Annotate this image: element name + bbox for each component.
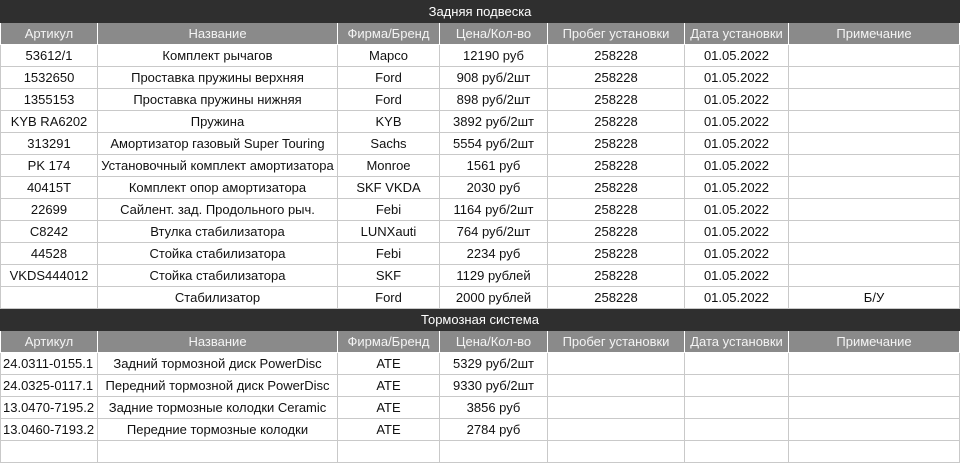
column-header-row: [1, 23, 960, 45]
section-title: Задняя подвеска: [1, 1, 960, 23]
cell-install-date: 01.05.2022: [685, 265, 789, 287]
cell-article: 313291: [1, 133, 98, 155]
column-header-article: Артикул: [1, 23, 98, 45]
cell-price: 9330 руб/2шт: [440, 375, 548, 397]
cell-brand: Monroe: [338, 155, 440, 177]
cell-note: [789, 177, 960, 199]
cell-brand: SKF VKDA: [338, 177, 440, 199]
cell-install-date: 01.05.2022: [685, 199, 789, 221]
cell-name: Стабилизатор: [98, 287, 338, 309]
cell-install-date: 01.05.2022: [685, 133, 789, 155]
cell-article: 13.0470-7195.2: [1, 397, 98, 419]
cell-mileage: 258228: [548, 67, 685, 89]
cell-article: PK 174: [1, 155, 98, 177]
cell-mileage: [548, 375, 685, 397]
table-row: [1, 397, 960, 419]
cell-brand: LUNXauti: [338, 221, 440, 243]
cell-brand: Ford: [338, 67, 440, 89]
cell-mileage: 258228: [548, 177, 685, 199]
cell-article: [1, 441, 98, 463]
cell-price: 3856 руб: [440, 397, 548, 419]
cell-brand: Ford: [338, 89, 440, 111]
cell-mileage: [548, 397, 685, 419]
cell-brand: SKF: [338, 265, 440, 287]
cell-name: Амортизатор газовый Super Touring: [98, 133, 338, 155]
column-header-mileage: Пробег установки: [548, 331, 685, 353]
cell-brand: [338, 441, 440, 463]
table-row: [1, 265, 960, 287]
column-header-brand: Фирма/Бренд: [338, 23, 440, 45]
cell-name: Проставка пружины нижняя: [98, 89, 338, 111]
cell-price: 898 руб/2шт: [440, 89, 548, 111]
cell-install-date: [685, 375, 789, 397]
cell-note: [789, 375, 960, 397]
cell-price: 2000 рублей: [440, 287, 548, 309]
section-title-row: [1, 309, 960, 331]
cell-name: Комплект рычагов: [98, 45, 338, 67]
cell-article: KYB RA6202: [1, 111, 98, 133]
column-header-brand: Фирма/Бренд: [338, 331, 440, 353]
cell-install-date: 01.05.2022: [685, 111, 789, 133]
cell-article: 22699: [1, 199, 98, 221]
cell-install-date: 01.05.2022: [685, 221, 789, 243]
cell-article: [1, 287, 98, 309]
cell-note: [789, 111, 960, 133]
column-header-row: [1, 331, 960, 353]
cell-name: Стойка стабилизатора: [98, 265, 338, 287]
cell-name: [98, 441, 338, 463]
cell-name: Проставка пружины верхняя: [98, 67, 338, 89]
cell-install-date: [685, 419, 789, 441]
cell-note: [789, 45, 960, 67]
table-row: [1, 89, 960, 111]
cell-name: Передние тормозные колодки: [98, 419, 338, 441]
table-row: [1, 243, 960, 265]
cell-article: 44528: [1, 243, 98, 265]
column-header-note: Примечание: [789, 331, 960, 353]
column-header-install-date: Дата установки: [685, 331, 789, 353]
table-row: [1, 177, 960, 199]
section-title-row: [1, 1, 960, 23]
cell-install-date: 01.05.2022: [685, 177, 789, 199]
cell-note: [789, 67, 960, 89]
cell-mileage: 258228: [548, 111, 685, 133]
cell-price: 908 руб/2шт: [440, 67, 548, 89]
cell-article: 24.0325-0117.1: [1, 375, 98, 397]
cell-note: [789, 199, 960, 221]
table-row: [1, 45, 960, 67]
cell-mileage: 258228: [548, 133, 685, 155]
column-header-mileage: Пробег установки: [548, 23, 685, 45]
table-row: [1, 67, 960, 89]
cell-brand: Ford: [338, 287, 440, 309]
cell-install-date: 01.05.2022: [685, 155, 789, 177]
cell-mileage: 258228: [548, 45, 685, 67]
cell-install-date: 01.05.2022: [685, 67, 789, 89]
table-row: [1, 441, 960, 463]
cell-article: VKDS444012: [1, 265, 98, 287]
cell-price: 2784 руб: [440, 419, 548, 441]
cell-price: 1129 рублей: [440, 265, 548, 287]
table-row: [1, 287, 960, 309]
cell-name: Задний тормозной диск PowerDisc: [98, 353, 338, 375]
section-rows: [1, 353, 960, 463]
cell-install-date: 01.05.2022: [685, 243, 789, 265]
cell-note: [789, 221, 960, 243]
table-row: [1, 199, 960, 221]
cell-price: 12190 руб: [440, 45, 548, 67]
cell-install-date: [685, 353, 789, 375]
section-rear-suspension: [1, 1, 960, 45]
cell-brand: Febi: [338, 243, 440, 265]
cell-price: 1561 руб: [440, 155, 548, 177]
cell-name: Комплект опор амортизатора: [98, 177, 338, 199]
table-row: [1, 419, 960, 441]
cell-price: 764 руб/2шт: [440, 221, 548, 243]
cell-brand: ATE: [338, 375, 440, 397]
cell-install-date: [685, 441, 789, 463]
cell-mileage: 258228: [548, 221, 685, 243]
cell-article: 53612/1: [1, 45, 98, 67]
table-row: [1, 111, 960, 133]
column-header-name: Название: [98, 331, 338, 353]
cell-price: 2030 руб: [440, 177, 548, 199]
cell-install-date: [685, 397, 789, 419]
table-row: [1, 221, 960, 243]
table-row: [1, 155, 960, 177]
column-header-price: Цена/Кол-во: [440, 331, 548, 353]
section-title: Тормозная система: [1, 309, 960, 331]
cell-note: [789, 133, 960, 155]
cell-mileage: 258228: [548, 243, 685, 265]
table-row: [1, 375, 960, 397]
cell-brand: Febi: [338, 199, 440, 221]
cell-note: [789, 243, 960, 265]
cell-brand: ATE: [338, 419, 440, 441]
section-brake-system: [1, 309, 960, 353]
cell-note: [789, 397, 960, 419]
cell-brand: Mapco: [338, 45, 440, 67]
cell-name: Пружина: [98, 111, 338, 133]
cell-article: 1532650: [1, 67, 98, 89]
table-row: [1, 353, 960, 375]
cell-mileage: 258228: [548, 199, 685, 221]
column-header-install-date: Дата установки: [685, 23, 789, 45]
cell-name: Сайлент. зад. Продольного рыч.: [98, 199, 338, 221]
table-row: [1, 133, 960, 155]
cell-install-date: 01.05.2022: [685, 45, 789, 67]
cell-name: Задние тормозные колодки Ceramic: [98, 397, 338, 419]
cell-note: [789, 441, 960, 463]
cell-brand: ATE: [338, 353, 440, 375]
cell-name: Установочный комплект амортизатора: [98, 155, 338, 177]
cell-brand: Sachs: [338, 133, 440, 155]
cell-mileage: 258228: [548, 265, 685, 287]
cell-note: Б/У: [789, 287, 960, 309]
cell-mileage: [548, 441, 685, 463]
cell-mileage: [548, 419, 685, 441]
cell-mileage: 258228: [548, 287, 685, 309]
cell-brand: ATE: [338, 397, 440, 419]
cell-article: 13.0460-7193.2: [1, 419, 98, 441]
column-header-price: Цена/Кол-во: [440, 23, 548, 45]
cell-note: [789, 353, 960, 375]
cell-note: [789, 419, 960, 441]
cell-price: 3892 руб/2шт: [440, 111, 548, 133]
cell-name: Передний тормозной диск PowerDisc: [98, 375, 338, 397]
cell-article: 40415T: [1, 177, 98, 199]
cell-article: 1355153: [1, 89, 98, 111]
cell-brand: KYB: [338, 111, 440, 133]
cell-mileage: 258228: [548, 155, 685, 177]
cell-install-date: 01.05.2022: [685, 287, 789, 309]
cell-price: 5554 руб/2шт: [440, 133, 548, 155]
cell-price: 2234 руб: [440, 243, 548, 265]
cell-price: [440, 441, 548, 463]
cell-article: 24.0311-0155.1: [1, 353, 98, 375]
cell-price: 1164 руб/2шт: [440, 199, 548, 221]
cell-mileage: [548, 353, 685, 375]
cell-price: 5329 руб/2шт: [440, 353, 548, 375]
cell-name: Стойка стабилизатора: [98, 243, 338, 265]
cell-article: C8242: [1, 221, 98, 243]
cell-install-date: 01.05.2022: [685, 89, 789, 111]
cell-note: [789, 155, 960, 177]
column-header-article: Артикул: [1, 331, 98, 353]
cell-mileage: 258228: [548, 89, 685, 111]
cell-note: [789, 89, 960, 111]
cell-note: [789, 265, 960, 287]
section-rows: [1, 45, 960, 309]
column-header-name: Название: [98, 23, 338, 45]
column-header-note: Примечание: [789, 23, 960, 45]
cell-name: Втулка стабилизатора: [98, 221, 338, 243]
